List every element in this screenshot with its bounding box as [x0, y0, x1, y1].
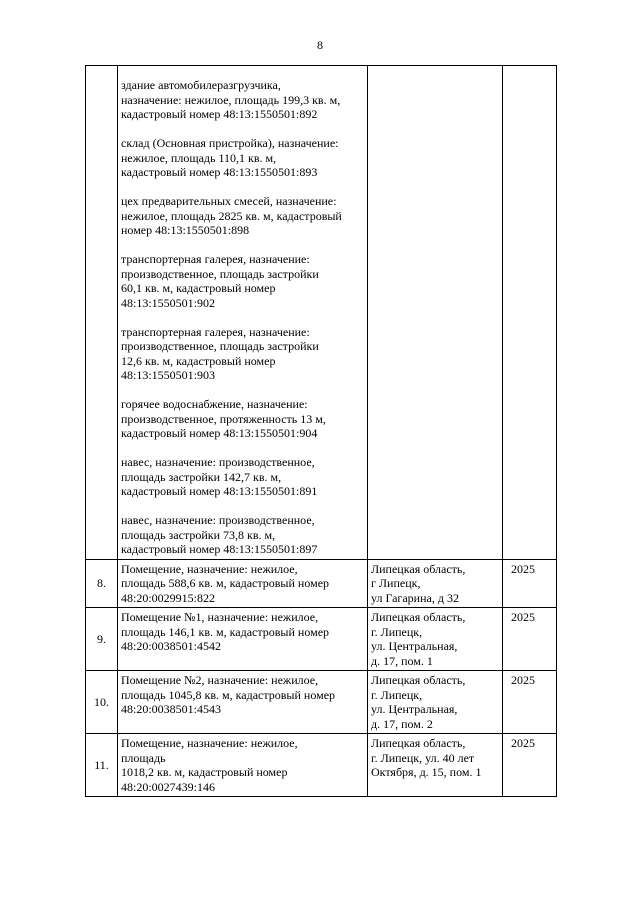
object-description-cell [118, 608, 368, 671]
row-number: 10. [86, 671, 118, 734]
object-line: транспортерная галерея, назначение: [121, 252, 310, 266]
address-line: Липецкая область, [371, 673, 466, 687]
address-line: ул Гагарина, д 32 [371, 590, 459, 605]
object-line: 12,6 кв. м, кадастровый номер [121, 353, 276, 368]
object-description-line: 1018,2 кв. м, кадастровый номер [121, 765, 288, 779]
table-row [86, 734, 557, 797]
object-line: цех предварительных смесей, назначение: [121, 194, 337, 208]
object-entry [121, 78, 364, 122]
property-table [85, 65, 557, 797]
object-line: площадь застройки 73,8 кв. м, [121, 527, 276, 542]
address-line: Липецкая область, [371, 561, 466, 576]
row-number: 9. [86, 608, 118, 671]
year-cell [503, 66, 557, 560]
address-line: г. Липецк, ул. 40 лет [371, 750, 475, 765]
year-cell: 2025 [503, 734, 557, 797]
object-description-line: площадь 146,1 кв. м, кадастровый номер [121, 624, 330, 639]
object-description-line: 48:20:0038501:4543 [121, 702, 222, 716]
address-cell [368, 734, 503, 797]
address-cell [368, 608, 503, 671]
address-line: ул. Центральная, [371, 639, 458, 653]
address-line: д. 17, пом. 1 [371, 653, 433, 668]
object-line: кадастровый номер 48:13:1550501:892 [121, 107, 318, 121]
object-line: здание автомобилеразгрузчика, [121, 78, 281, 92]
object-line: нежилое, площадь 110,1 кв. м, [121, 150, 277, 165]
address-cell [368, 671, 503, 734]
object-line: производственное, площадь застройки [121, 266, 319, 281]
address-line: г. Липецк, [371, 687, 423, 702]
object-entry [121, 194, 364, 238]
object-entry [121, 252, 364, 310]
object-description-line: 48:20:0029915:822 [121, 590, 216, 605]
object-description-line: Помещение, назначение: нежилое, [121, 561, 298, 576]
address-cell [368, 559, 503, 608]
object-line: кадастровый номер 48:13:1550501:891 [121, 484, 318, 498]
object-line: производственное, протяженность 13 м, [121, 411, 326, 426]
object-description-cell [118, 559, 368, 608]
object-description-line: площадь [121, 750, 166, 765]
object-line: площадь застройки 142,7 кв. м, [121, 469, 282, 484]
object-line: 60,1 кв. м, кадастровый номер [121, 281, 276, 295]
table-row [86, 608, 557, 671]
address-line: Октября, д. 15, пом. 1 [371, 765, 482, 779]
object-description-cell [118, 66, 368, 560]
object-line: назначение: нежилое, площадь 199,3 кв. м, [121, 92, 341, 107]
object-description-line: 48:20:0038501:4542 [121, 639, 222, 653]
page-number: 8 [317, 38, 323, 52]
object-entry [121, 455, 364, 499]
object-line: навес, назначение: производственное, [121, 455, 315, 469]
address-line: д. 17, пом. 2 [371, 716, 433, 731]
table-body [86, 66, 557, 797]
table-row [86, 559, 557, 608]
address-line: Липецкая область, [371, 736, 466, 750]
object-description-cell [118, 671, 368, 734]
object-entry [121, 513, 364, 557]
address-cell [368, 66, 503, 560]
row-number: 11. [86, 734, 118, 797]
year-cell: 2025 [503, 671, 557, 734]
object-line: 48:13:1550501:902 [121, 295, 216, 310]
address-line: Липецкая область, [371, 610, 466, 624]
row-number: 8. [86, 559, 118, 608]
object-line: горячее водоснабжение, назначение: [121, 397, 308, 411]
object-line: нежилое, площадь 2825 кв. м, кадастровый [121, 208, 342, 223]
year-cell: 2025 [503, 608, 557, 671]
object-line: транспортерная галерея, назначение: [121, 324, 310, 339]
object-line: номер 48:13:1550501:898 [121, 223, 250, 237]
object-entry [121, 136, 364, 180]
address-line: г Липецк, [371, 576, 421, 590]
year-cell: 2025 [503, 559, 557, 608]
object-description-line: площадь 588,6 кв. м, кадастровый номер [121, 576, 330, 590]
object-entry [121, 325, 364, 383]
address-line: г. Липецк, [371, 624, 423, 639]
object-description-cell [118, 734, 368, 797]
object-description-line: Помещение №2, назначение: нежилое, [121, 673, 319, 687]
object-line: кадастровый номер 48:13:1550501:904 [121, 426, 318, 440]
object-description-line: площадь 1045,8 кв. м, кадастровый номер [121, 687, 336, 702]
table-row [86, 66, 557, 560]
object-entry [121, 397, 364, 441]
object-line: склад (Основная пристройка), назначение: [121, 136, 339, 150]
object-description-line: Помещение, назначение: нежилое, [121, 736, 298, 750]
object-line: 48:13:1550501:903 [121, 368, 216, 382]
table-row [86, 671, 557, 734]
object-line: производственное, площадь застройки [121, 339, 319, 353]
row-number [86, 66, 118, 560]
object-description-line: 48:20:0027439:146 [121, 779, 216, 794]
object-line: кадастровый номер 48:13:1550501:897 [121, 542, 318, 556]
object-line: кадастровый номер 48:13:1550501:893 [121, 165, 318, 179]
address-line: ул. Центральная, [371, 702, 458, 716]
object-description-line: Помещение №1, назначение: нежилое, [121, 610, 319, 624]
object-line: навес, назначение: производственное, [121, 513, 315, 527]
